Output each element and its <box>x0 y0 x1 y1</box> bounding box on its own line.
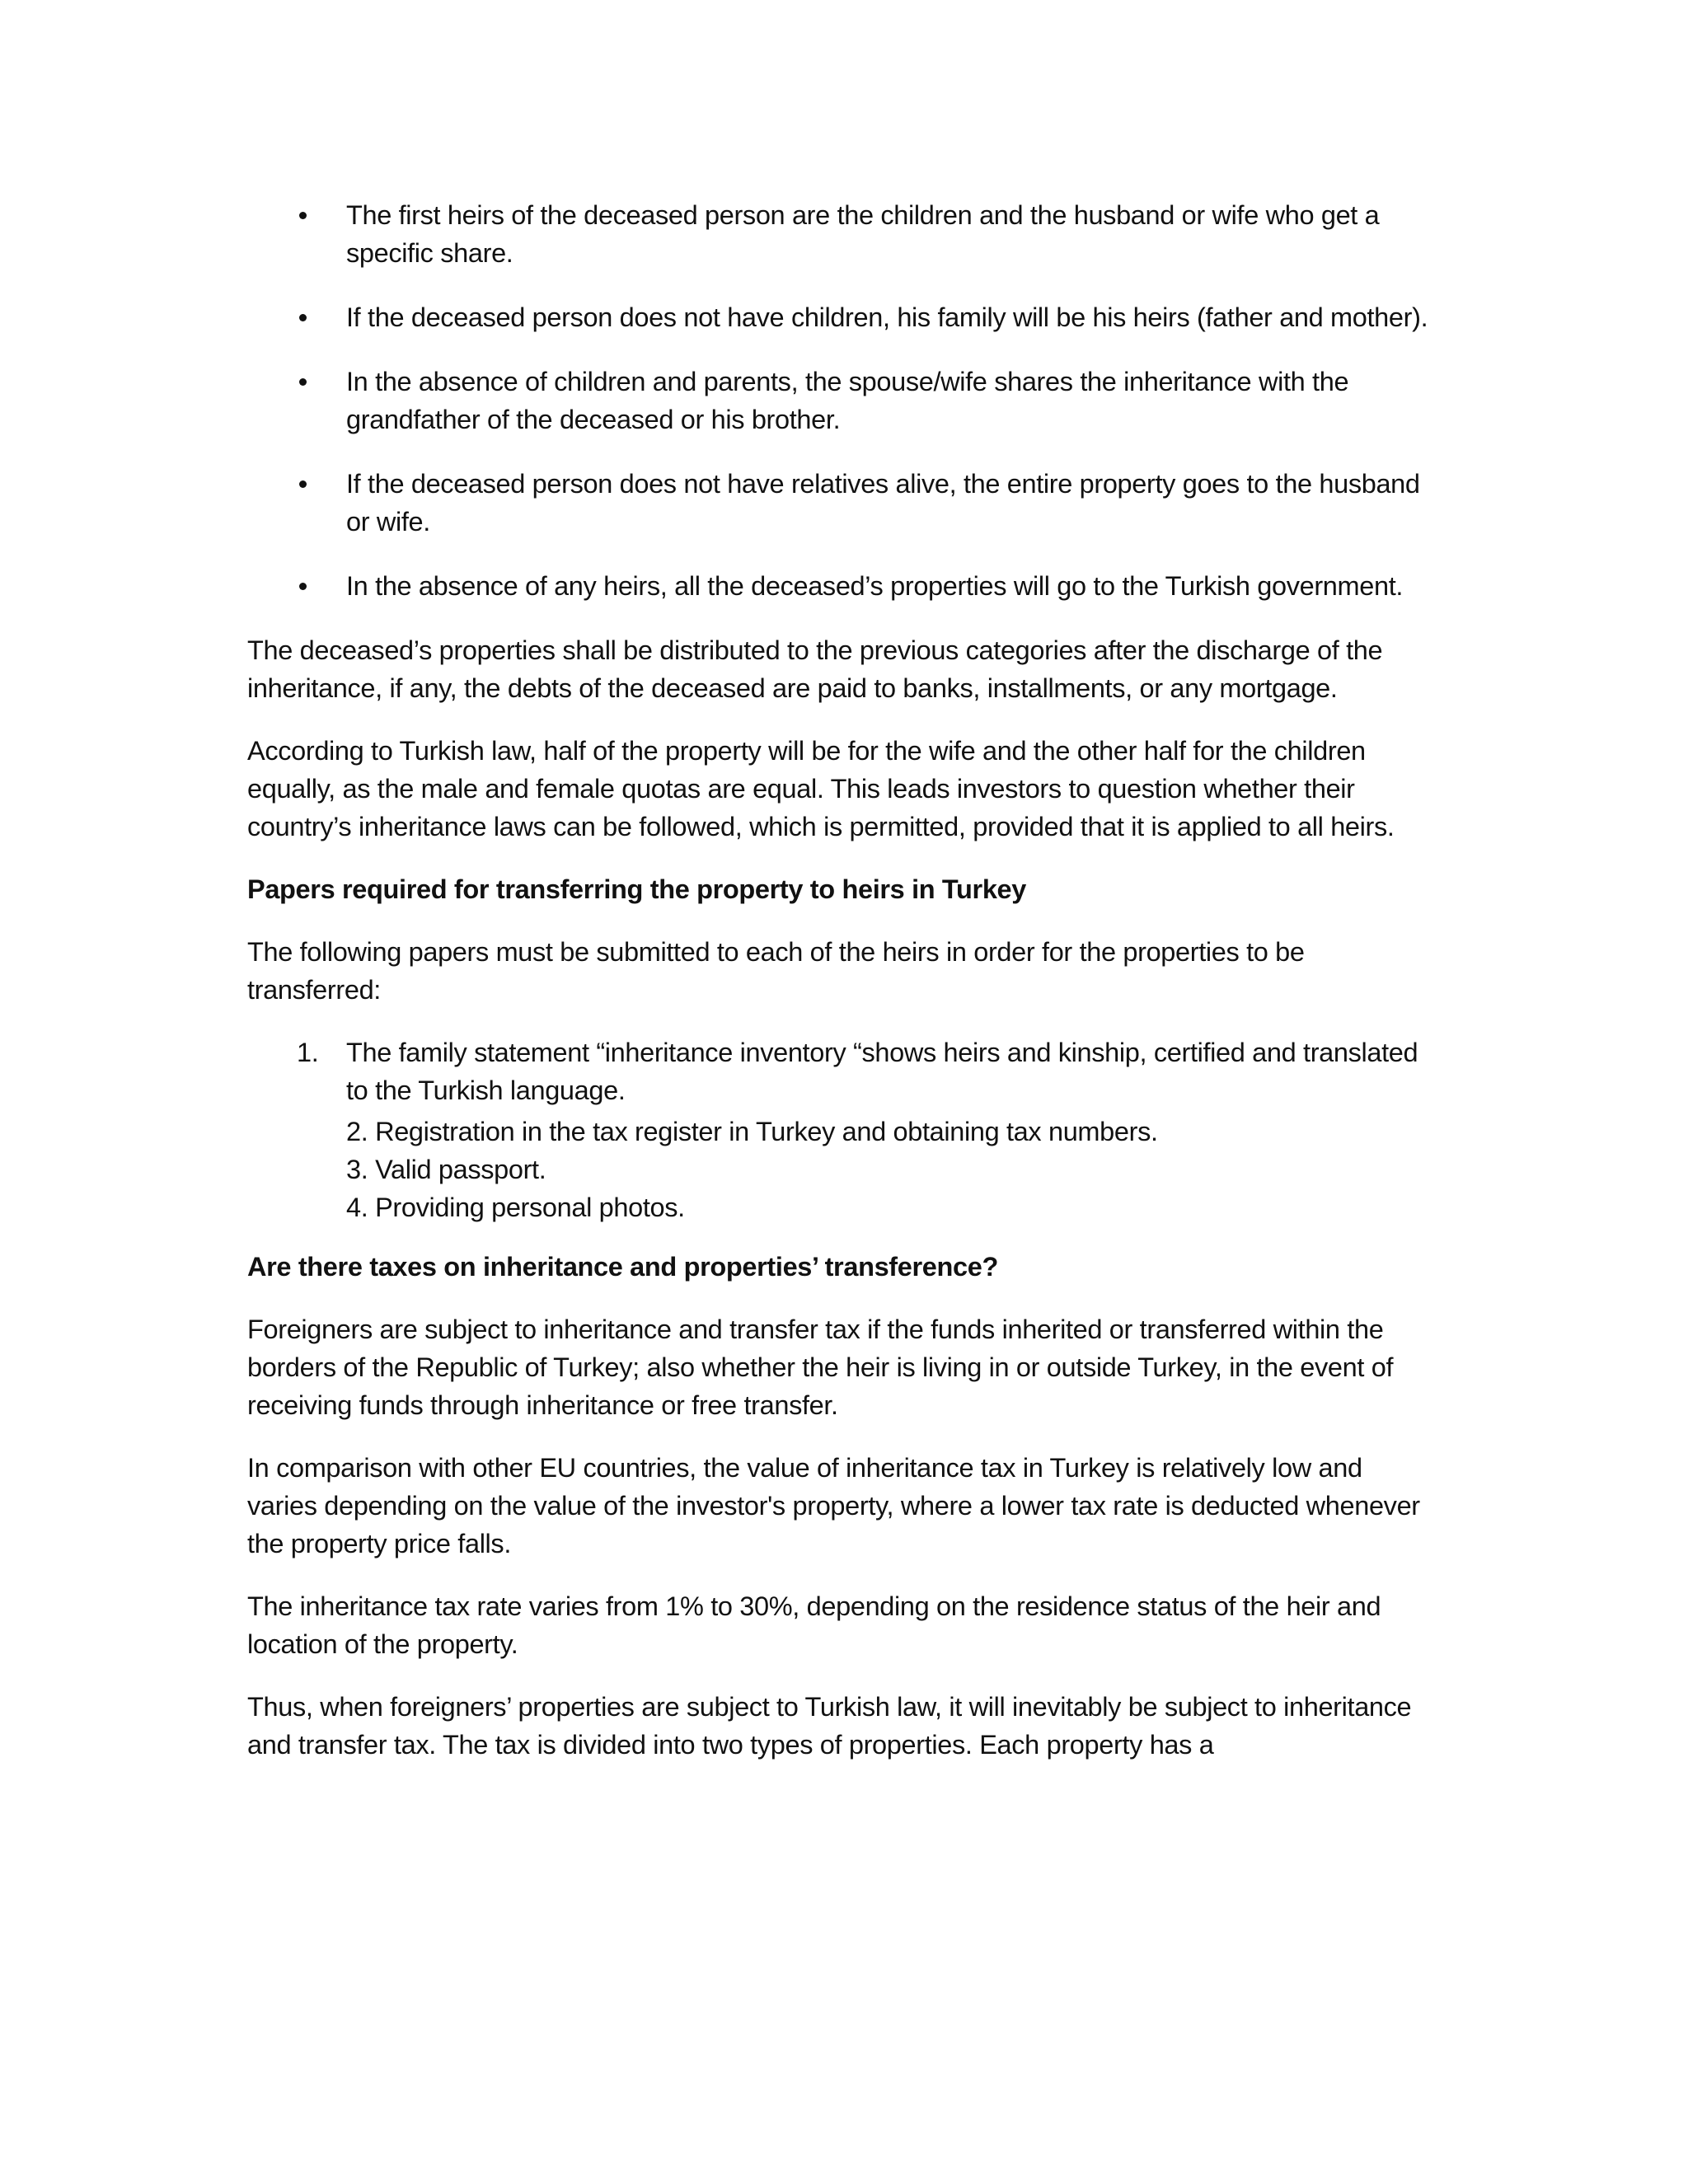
bullet-text: If the deceased person does not have children, his family will be his heirs (father and mother). <box>346 302 1428 332</box>
paragraph-foreigners-tax: Foreigners are subject to inheritance and transfer tax if the funds inherited or transferred within the borders of the Republic of Turkey; also whether the heir is living in or outside Turkey, in the event of receiving funds through inheritance or free transfer. <box>247 1315 1394 1420</box>
paragraph-eu-comparison: In comparison with other EU countries, the value of inheritance tax in Turkey is relatively low and varies depending on the value of the investor's property, where a lower tax rate is deducted whenever the property price falls. <box>247 1453 1420 1558</box>
paragraph-distribution: The deceased’s properties shall be distributed to the previous categories after the discharge of the inheritance, if any, the debts of the deceased are paid to banks, installments, or any mortgage. <box>247 635 1383 703</box>
list-item <box>247 567 1438 605</box>
list-item <box>247 1113 1438 1151</box>
bullet-text: If the deceased person does not have relatives alive, the entire property goes to the husband or wife. <box>346 469 1420 537</box>
bullet-icon <box>299 480 307 488</box>
section-heading-taxes: Are there taxes on inheritance and properties’ transference? <box>247 1252 998 1282</box>
paragraph-tax-rate: The inheritance tax rate varies from 1% to 30%, depending on the residence status of the heir and location of the property. <box>247 1591 1381 1659</box>
section-heading-papers: Papers required for transferring the property to heirs in Turkey <box>247 874 1026 904</box>
document-body <box>247 196 1438 1788</box>
papers-numbered-list <box>247 1033 1438 1226</box>
list-item <box>247 1188 1438 1226</box>
list-item <box>247 465 1438 541</box>
list-item-text: 3. Valid passport. <box>346 1155 546 1184</box>
list-item-text: 4. Providing personal photos. <box>346 1193 685 1222</box>
bullet-icon <box>299 314 307 321</box>
list-item-text: 2. Registration in the tax register in Turkey and obtaining tax numbers. <box>346 1117 1158 1146</box>
list-item <box>247 196 1438 272</box>
list-item <box>247 363 1438 438</box>
list-item-text: The family statement “inheritance inventory “shows heirs and kinship, certified and translated to the Turkish language. <box>346 1038 1418 1105</box>
list-item <box>247 1033 1438 1109</box>
heirs-bullet-list <box>247 196 1438 605</box>
paragraph-turkish-law: According to Turkish law, half of the property will be for the wife and the other half for the children equally, as the male and female quotas are equal. This leads investors to question whether their country’s inheritance laws can be followed, which is permitted, provided that it is applied to all heirs. <box>247 736 1395 841</box>
list-number: 1. <box>297 1038 319 1067</box>
bullet-text: The first heirs of the deceased person are the children and the husband or wife who get a specific share. <box>346 200 1380 268</box>
bullet-text: In the absence of children and parents, the spouse/wife shares the inheritance with the grandfather of the deceased or his brother. <box>346 367 1349 434</box>
bullet-icon <box>299 583 307 590</box>
bullet-icon <box>299 378 307 386</box>
paragraph-conclusion: Thus, when foreigners’ properties are subject to Turkish law, it will inevitably be subject to inheritance and transfer tax. The tax is divided into two types of properties. Each property has a <box>247 1692 1412 1760</box>
list-item <box>247 298 1438 336</box>
paragraph-papers-intro: The following papers must be submitted to each of the heirs in order for the properties to be transferred: <box>247 937 1305 1005</box>
bullet-text: In the absence of any heirs, all the deceased’s properties will go to the Turkish government. <box>346 571 1404 601</box>
list-item <box>247 1151 1438 1188</box>
bullet-icon <box>299 212 307 219</box>
